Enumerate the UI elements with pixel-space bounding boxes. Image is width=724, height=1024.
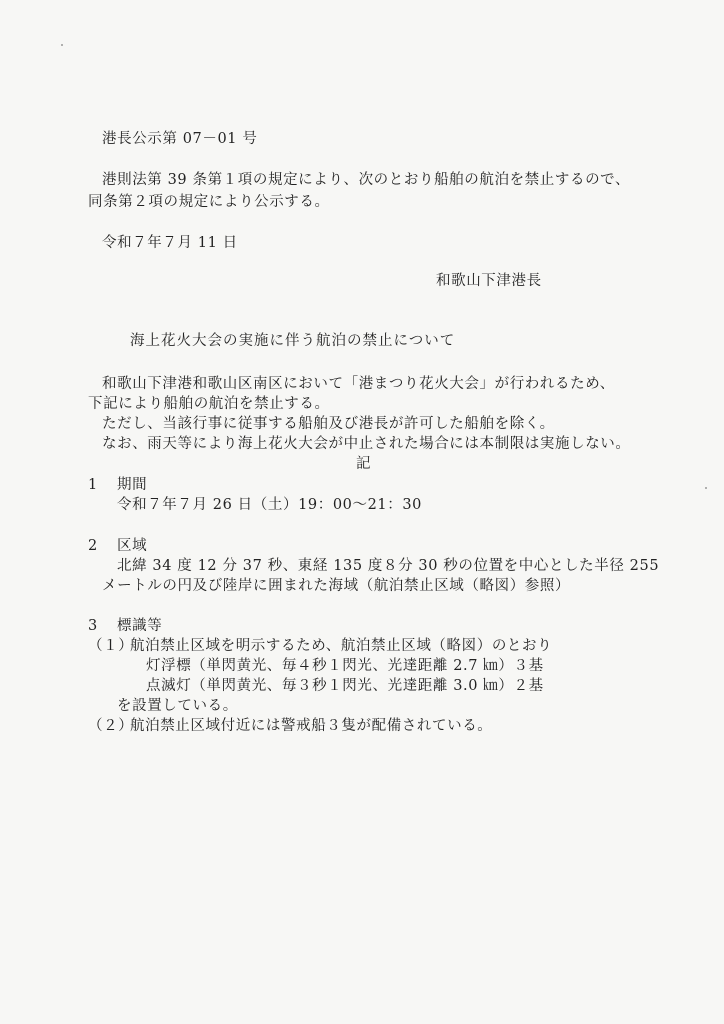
scan-speck — [61, 44, 63, 46]
section-2-heading: 区域 — [117, 538, 148, 554]
item-1-line-4: を設置している。 — [117, 698, 238, 714]
section-2-number: 2 — [88, 538, 98, 554]
item-1-line-3: 点滅灯（単閃黄光、毎３秒１閃光、光達距離 3.0 ㎞）２基 — [146, 678, 544, 694]
section-2-line-1: 北緯 34 度 12 分 37 秒、東経 135 度８分 30 秒の位置を中心とした半径 255 — [117, 558, 660, 574]
subject-title: 海上花火大会の実施に伴う航泊の禁止について — [130, 333, 456, 349]
issuer: 和歌山下津港長 — [436, 273, 542, 289]
item-2-label: （２） — [88, 718, 134, 734]
body-para1-line2: 下記により船舶の航泊を禁止する。 — [88, 396, 330, 412]
section-1-number: 1 — [88, 477, 98, 493]
notice-date: 令和７年７月 11 日 — [102, 235, 238, 251]
preamble-line-1: 港則法第 39 条第１項の規定により、次のとおり船舶の航泊を禁止するので、 — [102, 172, 631, 188]
body-para3: なお、雨天等により海上花火大会が中止された場合には本制限は実施しない。 — [102, 436, 631, 452]
preamble-line-2: 同条第２項の規定により公示する。 — [88, 194, 330, 210]
section-1-heading: 期間 — [117, 477, 148, 493]
section-3-heading: 標識等 — [117, 618, 163, 634]
item-1-line-1: 航泊禁止区域を明示するため、航泊禁止区域（略図）のとおり — [130, 638, 553, 654]
body-para2: ただし、当該行事に従事する船舶及び港長が許可した船舶を除く。 — [102, 416, 555, 432]
section-3-number: 3 — [88, 618, 98, 634]
item-1-line-2: 灯浮標（単閃黄光、毎４秒１閃光、光達距離 2.7 ㎞）３基 — [146, 658, 544, 674]
section-1-period: 令和７年７月 26 日（土）19：00～21：30 — [117, 497, 422, 513]
item-2-line-1: 航泊禁止区域付近には警戒船３隻が配備されている。 — [130, 718, 493, 734]
body-para1-line1: 和歌山下津港和歌山区南区において「港まつり花火大会」が行われるため、 — [102, 376, 615, 392]
section-2-line-2: メートルの円及び陸岸に囲まれた海域（航泊禁止区域（略図）参照） — [102, 578, 571, 594]
ki-marker: 記 — [356, 456, 372, 472]
item-1-label: （１） — [88, 638, 134, 654]
notice-number: 港長公示第 07－01 号 — [102, 131, 258, 147]
scan-speck — [705, 487, 707, 489]
